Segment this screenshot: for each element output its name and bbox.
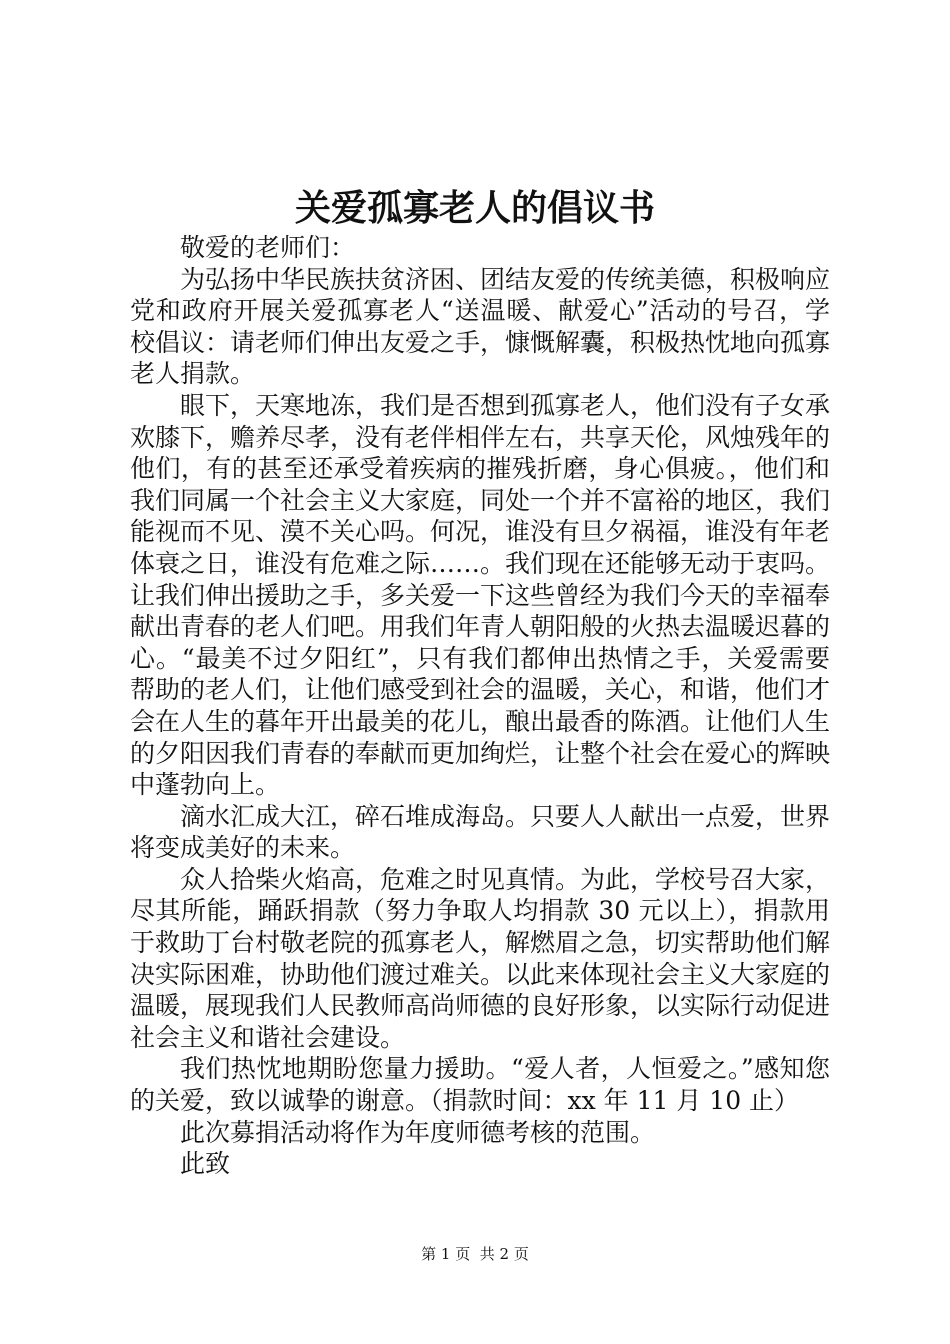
page-number: 第 1 页 [421,1245,471,1263]
page-footer [0,1243,950,1265]
document-title: 关爱孤寡老人的倡议书 [294,187,655,229]
closing-salute: 此致 [180,1149,231,1179]
paragraph-assessment: 此次募捐活动将作为年度师德考核的范围。 [180,1117,656,1147]
document-body [130,232,830,1180]
paragraph-situation: 眼下，天寒地冻，我们是否想到孤寡老人，他们没有子女承欢膝下，赡养尽孝，没有老伴相伴左右，共享天伦，风烛残年的他们，有的甚至还承受着疾病的摧残折磨，身心俱疲。，他们和我们同属一个社会主义大家庭，同处一个并不富裕的地区，我们能视而不见、漠不关心吗。何况，谁没有旦夕祸福，谁没有年老体衰之日，谁没有危难之际……。我们现在还能够无动于衷吗。让我们伸出援助之手，多关爱一下这些曾经为我们今天的幸福奉献出青春的老人们吧。用我们年青人朝阳般的火热去温暖迟暮的心。“最美不过夕阳红”，只有我们都伸出热情之手，关爱需要帮助的老人们，让他们感受到社会的温暖，关心，和谐，他们才会在人生的暮年开出最美的花儿，酿出最香的陈酒。让他们人生的夕阳因我们青春的奉献而更加绚烂，让整个社会在爱心的辉映中蓬勃向上。 [130,390,831,800]
paragraph-proverb: 滴水汇成大江，碎石堆成海岛。只要人人献出一点爱，世界将变成美好的未来。 [130,801,831,863]
paragraph-appeal: 为弘扬中华民族扶贫济困、团结友爱的传统美德，积极响应党和政府开展关爱孤寡老人“送温暖、献爱心”活动的号召，学校倡议：请老师们伸出友爱之手，慷慨解囊，积极热忱地向孤寡老人捐款。 [130,264,831,389]
page-total: 共 2 页 [479,1245,529,1263]
salutation: 敬爱的老师们： [180,233,356,262]
paragraph-thanks: 我们热忱地期盼您量力援助。“爱人者，人恒爱之。”感知您的关爱，致以诚挚的谢意。（捐款时间：xx 年 11 月 10 止） [130,1054,830,1116]
paragraph-call-to-donate: 众人拾柴火焰高，危难之时见真情。为此，学校号召大家，尽其所能，踊跃捐款（努力争取人均捐款 30 元以上），捐款用于救助丁台村敬老院的孤寡老人，解燃眉之急，切实帮助他们解决实际困难，协助他们渡过难关。以此来体现社会主义大家庭的温暖，展现我们人民教师高尚师德的良好形象，以实际行动促进社会主义和谐社会建设。 [130,864,831,1052]
